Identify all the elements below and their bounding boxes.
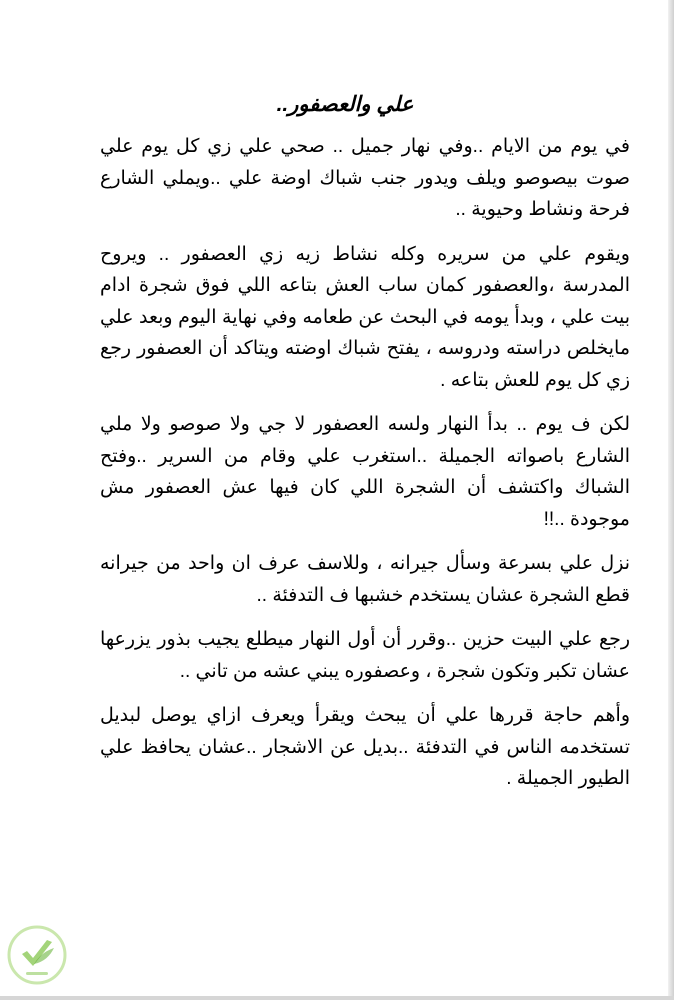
- green-check-leaf-icon: [6, 924, 68, 986]
- story-title: علي والعصفور..: [276, 93, 414, 116]
- paragraph-2: ويقوم علي من سريره وكله نشاط زيه زي العصفور .. ويروح المدرسة ،والعصفور كمان ساب العش بتاعه اللي فوق شجرة ادام بيت علي ، وبدأ يومه في البحث عن طعامه وفي نهاية اليوم وبعد علي مايخلص دراسته ودروسه ، يفتح شباك اوضته ويتاكد أن العصفور رجع زي كل يوم للعش بتاعه .: [100, 243, 630, 391]
- paragraph-4: نزل علي بسرعة وسأل جيرانه ، وللاسف عرف ان واحد من جيرانه قطع الشجرة عشان يستخدم خشبها ف التدفئة ..: [100, 553, 630, 606]
- watermark-logo: [6, 924, 68, 986]
- paragraph-6: وأهم حاجة قررها علي أن يبحث ويقرأ ويعرف ازاي يوصل لبديل تستخدمه الناس في التدفئة ..بديل عن الاشجار ..عشان يحافظ علي الطيور الجميلة .: [100, 705, 630, 789]
- paragraph-3: لكن ف يوم .. بدأ النهار ولسه العصفور لا جي ولا صوصو ولا ملي الشارع باصواته الجميلة ..استغرب علي وقام من السرير ..وفتح الشباك واكتشف أن الشجرة اللي كان فيها عش العصفور مش موجودة ..!!: [100, 414, 630, 530]
- story-document: [100, 92, 630, 808]
- paragraph-5: رجع علي البيت حزين ..وقرر أن أول النهار ميطلع يجيب بذور يزرعها عشان تكبر وتكون شجرة ، وعصفوره يبني عشه من تاني ..: [100, 629, 630, 682]
- page-bottom-edge: [0, 996, 674, 1000]
- paragraph-1: في يوم من الايام ..وفي نهار جميل .. صحي علي زي كل يوم علي صوت بيصوصو ويلف ويدور جنب شباك اوضة علي ..ويملي الشارع فرحة ونشاط وحيوية ..: [100, 136, 630, 220]
- page-edge: [668, 0, 674, 1000]
